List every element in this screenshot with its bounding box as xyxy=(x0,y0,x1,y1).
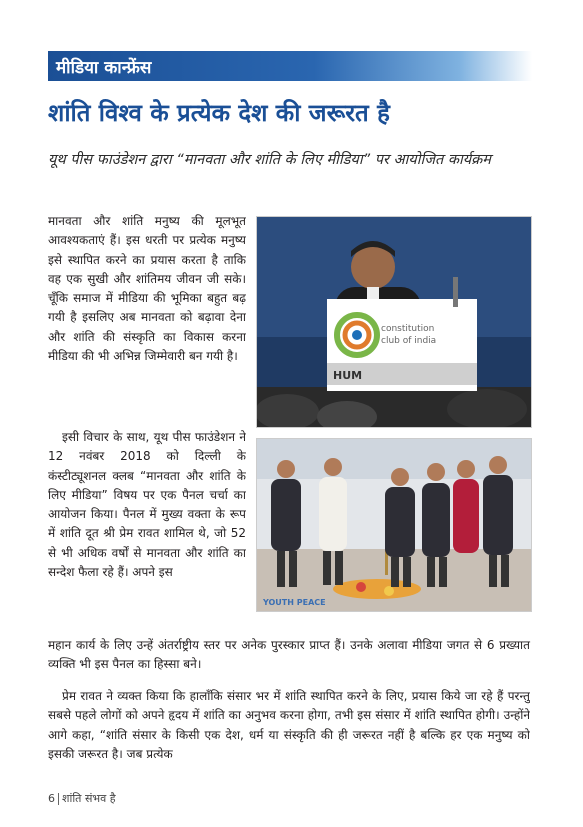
paragraph-event: इसी विचार के साथ, यूथ पीस फाउंडेशन ने 12 नवंबर 2018 को दिल्ली के कंस्टीट्यूशनल क्लब “मानवता और शांति के लिए मीडिया” विषय पर एक पैनल चर्चा का आयोजन किया। पैनल में मुख्य वक्ता के रूप में शांति दूत श्री प्रेम रावत शामिल थे, जो 52 से भी अधिक वर्षों से मानवता और शांति का सन्देश फैला रहे हैं। अपने इस xyxy=(48,430,246,580)
youth-peace-logo-text: YOUTH PEACE xyxy=(263,598,326,607)
paragraph-event-continued: महान कार्य के लिए उन्हें अंतर्राष्ट्रीय स्तर पर अनेक पुरस्कार प्राप्त हैं। उनके अलावा मीडिया जगत से 6 प्रख्यात व्यक्ति भी इस पैनल का हिस्सा बने। xyxy=(48,638,530,672)
page-footer xyxy=(48,791,116,806)
svg-text:constitution: constitution xyxy=(381,324,435,334)
footer-divider xyxy=(58,793,59,805)
paragraph-speech: प्रेम रावत ने व्यक्त किया कि हालाँकि संसार भर में शांति स्थापित करने के लिए, प्रयास किये जा रहे हैं परन्तु सबसे पहले लोगों को अपने हृदय में शांति का अनुभव करना होगा, तभी इस संसार में शांति स्थापित होगी। उन्होंने आगे कहा, “शांति संसार के किसी एक देश, धर्म या संस्कृति की ही जरूरत नहीं है बल्कि हर एक मनुष्य को इसकी जरूरत है। जब प्रत्येक xyxy=(48,689,530,761)
article-headline: शांति विश्व के प्रत्येक देश की जरूरत है xyxy=(48,99,390,127)
svg-text:club of india: club of india xyxy=(381,336,437,346)
article-subheadline: यूथ पीस फाउंडेशन द्वारा “मानवता और शांति के लिए मीडिया” पर आयोजित कार्यक्रम xyxy=(48,152,491,168)
panel-group-photo xyxy=(256,438,532,612)
page-number: 6 xyxy=(48,792,55,805)
speaker-photo xyxy=(256,216,532,428)
podium-banner-text: HUM xyxy=(333,369,363,382)
magazine-name: शांति संभव है xyxy=(62,792,116,805)
section-header-bar xyxy=(48,51,532,81)
section-label: मीडिया कान्फ्रेंस xyxy=(56,58,152,78)
paragraph-intro: मानवता और शांति मनुष्य की मूलभूत आवश्यकताएं हैं। इस धरती पर प्रत्येक मनुष्य इसे स्थापित करने का प्रयास करता है ताकि वह एक सुखी और शांतिमय जीवन जी सके। चूँकि समाज में मीडिया की भूमिका बहुत बढ़ गयी है इसलिए अब मानवता को बढ़ावा देना और शांति की संस्कृति का विकास करना मीडिया की भी अभिन्न जिम्मेवारी बन गयी है। xyxy=(48,214,246,364)
